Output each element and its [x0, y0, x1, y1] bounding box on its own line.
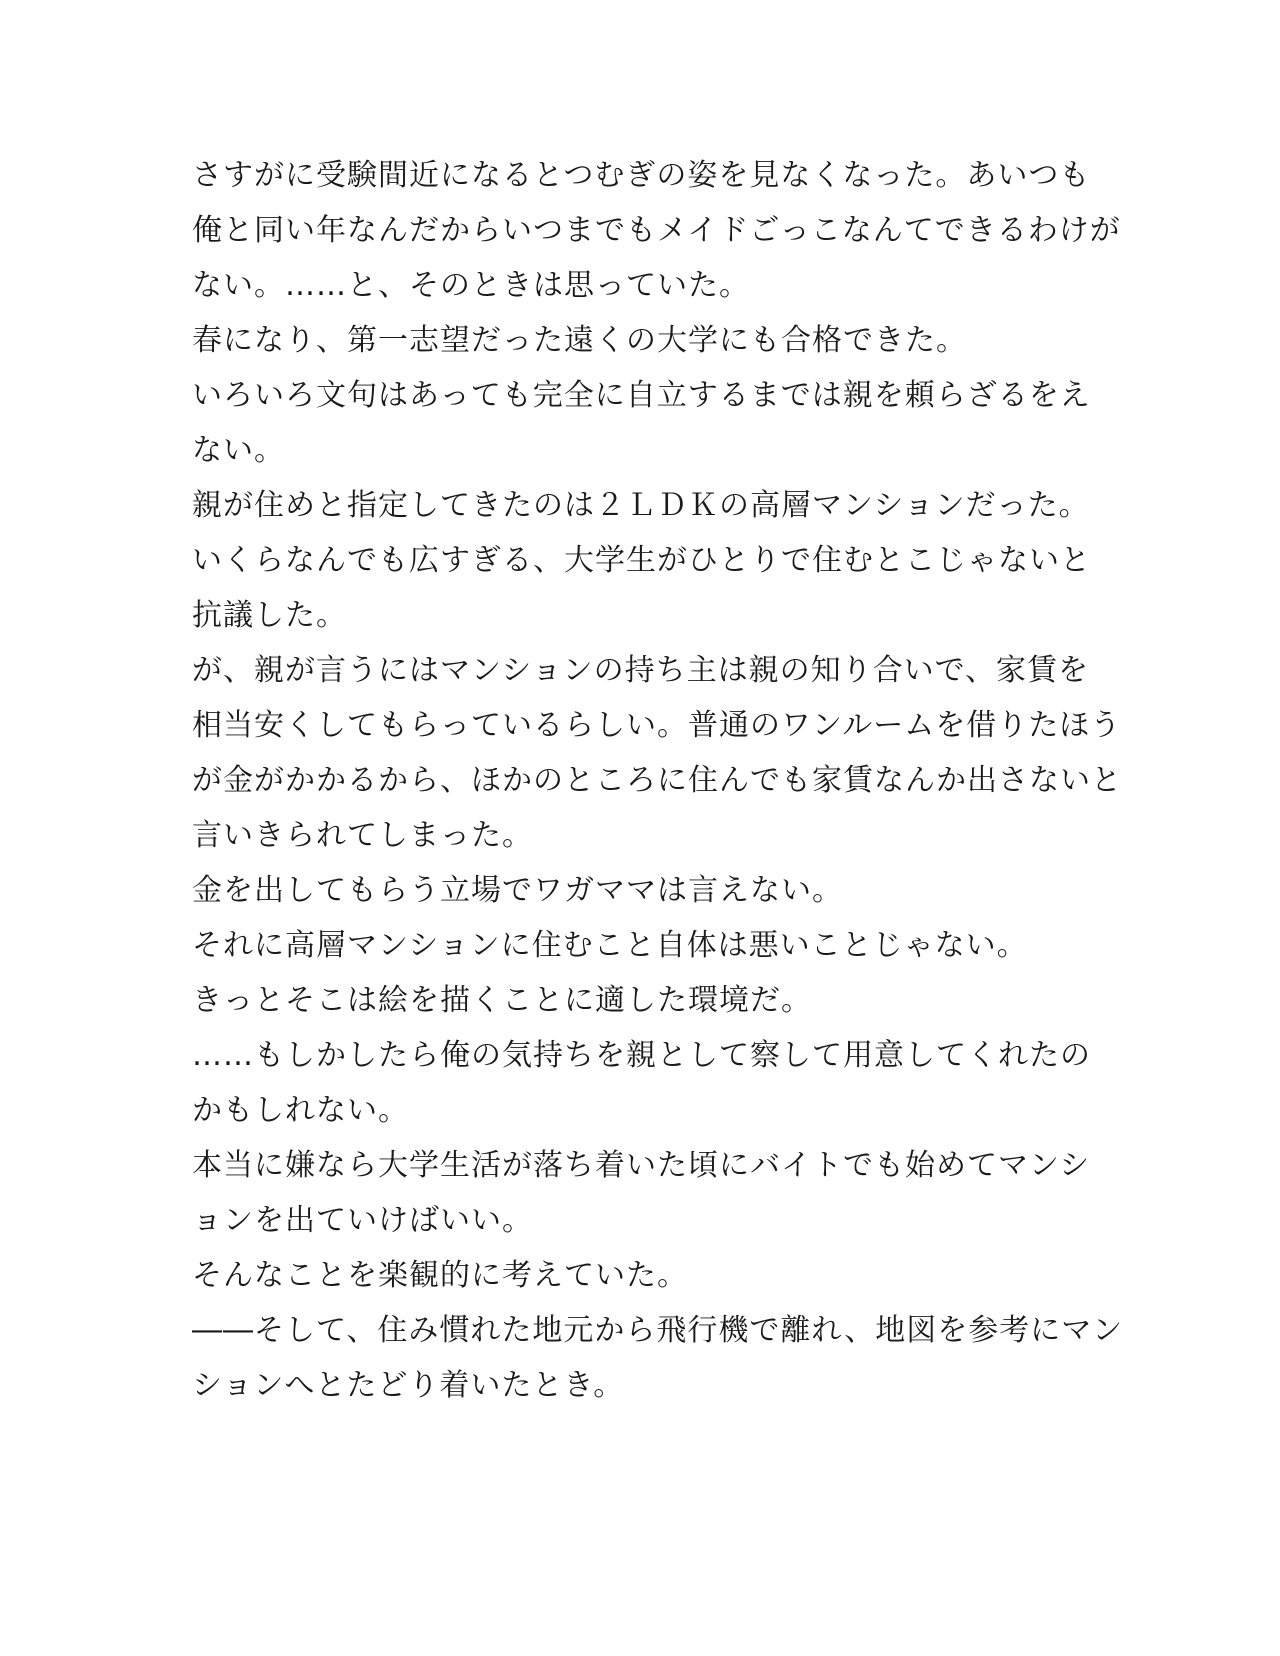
paragraph — [162, 918, 1126, 973]
text-line: が金がかかるから、ほかのところに住んでも家賃なんか出さないと — [192, 763, 1122, 798]
text-line: ない。……と、そのときは思っていた。 — [192, 268, 750, 303]
text-line: ……もしかしたら俺の気持ちを親として察して用意してくれたの — [192, 1038, 1091, 1073]
text-line: いろいろ文句はあっても完全に自立するまでは親を頼らざるをえ — [192, 378, 1091, 413]
paragraph — [162, 313, 1126, 368]
paragraph — [162, 973, 1126, 1028]
text-line: きっとそこは絵を描くことに適した環境だ。 — [192, 983, 812, 1018]
text-line: ョンを出ていけばいい。 — [192, 1203, 533, 1238]
body-text — [162, 148, 1126, 1413]
paragraph — [162, 1248, 1126, 1303]
paragraph — [162, 1028, 1126, 1138]
text-line: 俺と同い年なんだからいつまでもメイドごっこなんてできるわけが — [192, 213, 1121, 248]
paragraph — [162, 1303, 1126, 1413]
text-line: ない。 — [192, 433, 285, 468]
paragraph — [162, 533, 1126, 643]
text-line: さすがに受験間近になるとつむぎの姿を見なくなった。あいつも — [192, 158, 1091, 193]
paragraph — [162, 1138, 1126, 1248]
paragraph — [162, 863, 1126, 918]
text-line: 親が住めと指定してきたのは２ＬＤＫの高層マンションだった。 — [192, 488, 1090, 523]
text-line: 抗議した。 — [192, 598, 347, 633]
text-line: ――そして、住み慣れた地元から飛行機で離れ、地図を参考にマン — [192, 1313, 1124, 1348]
text-line: 言いきられてしまった。 — [192, 818, 533, 853]
paragraph — [162, 368, 1126, 478]
text-line: 金を出してもらう立場でワガママは言えない。 — [192, 873, 843, 908]
text-line: いくらなんでも広すぎる、大学生がひとりで住むとこじゃないと — [192, 543, 1091, 578]
paragraph — [162, 643, 1126, 863]
paragraph — [162, 148, 1126, 313]
paragraph — [162, 478, 1126, 533]
text-line: かもしれない。 — [192, 1093, 409, 1128]
text-line: が、親が言うにはマンションの持ち主は親の知り合いで、家賃を — [192, 653, 1090, 688]
text-line: 相当安くしてもらっているらしい。普通のワンルームを借りたほう — [192, 708, 1122, 743]
text-line: 本当に嫌なら大学生活が落ち着いた頃にバイトでも始めてマンシ — [192, 1148, 1091, 1183]
text-line: 春になり、第一志望だった遠くの大学にも合格できた。 — [192, 323, 967, 358]
text-line: それに高層マンションに住むこと自体は悪いことじゃない。 — [192, 928, 1028, 963]
text-line: ションへとたどり着いたとき。 — [192, 1368, 625, 1403]
text-line: そんなことを楽観的に考えていた。 — [192, 1258, 688, 1293]
